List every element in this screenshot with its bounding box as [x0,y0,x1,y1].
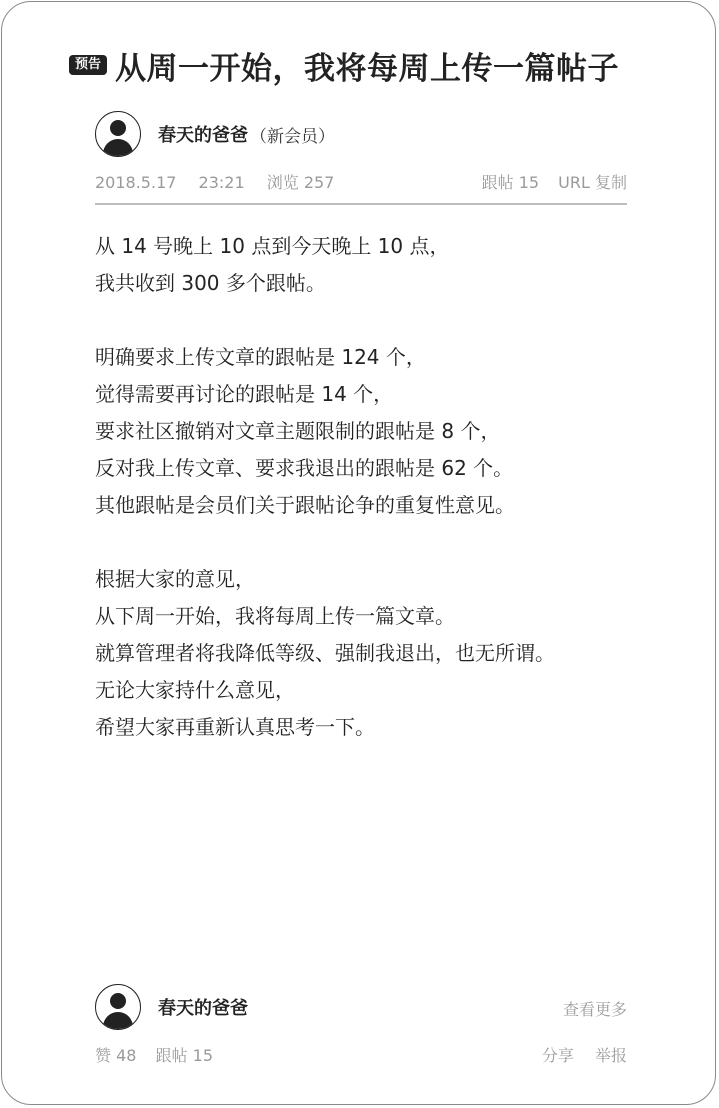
body-line: 明确要求上传文章的跟帖是 124 个， [95,345,426,369]
body-line: 反对我上传文章、要求我退出的跟帖是 62 个。 [95,456,514,480]
post-body [95,228,655,746]
reply-count-link[interactable]: 跟帖 15 [155,1046,213,1065]
body-line: 我共收到 300 多个跟帖。 [95,271,326,295]
like-button[interactable]: 赞 48 [95,1046,137,1065]
body-line: 觉得需要再讨论的跟帖是 14 个， [95,382,394,406]
post-time: 23:21 [198,173,245,192]
post-header [69,43,619,87]
see-more-link[interactable]: 查看更多 [562,1000,627,1019]
footer-stats [95,1043,627,1067]
body-line: 就算管理者将我降低等级、强制我退出，也无所谓。 [95,641,555,665]
body-line: 从 14 号晚上 10 点到今天晚上 10 点， [95,234,450,258]
body-line: 希望大家再重新认真思考一下。 [95,715,375,739]
notice-badge: 预告 [69,55,107,75]
author-role: （新会员） [250,126,335,147]
post-meta [95,170,627,194]
body-line: 无论大家持什么意见， [95,678,295,702]
share-button[interactable]: 分享 [541,1046,574,1065]
body-line: 根据大家的意见， [95,567,255,591]
body-line: 其他跟帖是会员们关于跟帖论争的重复性意见。 [95,493,515,517]
post-card [1,1,716,1105]
report-button[interactable]: 举报 [594,1046,627,1065]
divider [95,203,627,205]
user-avatar-icon[interactable] [95,984,141,1030]
author-name[interactable]: 春天的爸爸 [158,125,248,146]
footer-author-info [95,984,627,1032]
reply-count-link[interactable]: 跟帖 15 [481,173,540,192]
copy-url-button[interactable]: URL 复制 [558,173,627,192]
body-line: 要求社区撤销对文章主题限制的跟帖是 8 个， [95,419,501,443]
user-avatar-icon[interactable] [95,111,141,157]
footer-author-name[interactable]: 春天的爸爸 [158,998,248,1019]
post-date: 2018.5.17 [95,173,177,192]
post-title: 从周一开始，我将每周上传一篇帖子 [115,50,620,87]
view-count: 浏览 257 [266,173,335,192]
author-info[interactable] [95,110,335,158]
body-line: 从下周一开始，我将每周上传一篇文章。 [95,604,455,628]
